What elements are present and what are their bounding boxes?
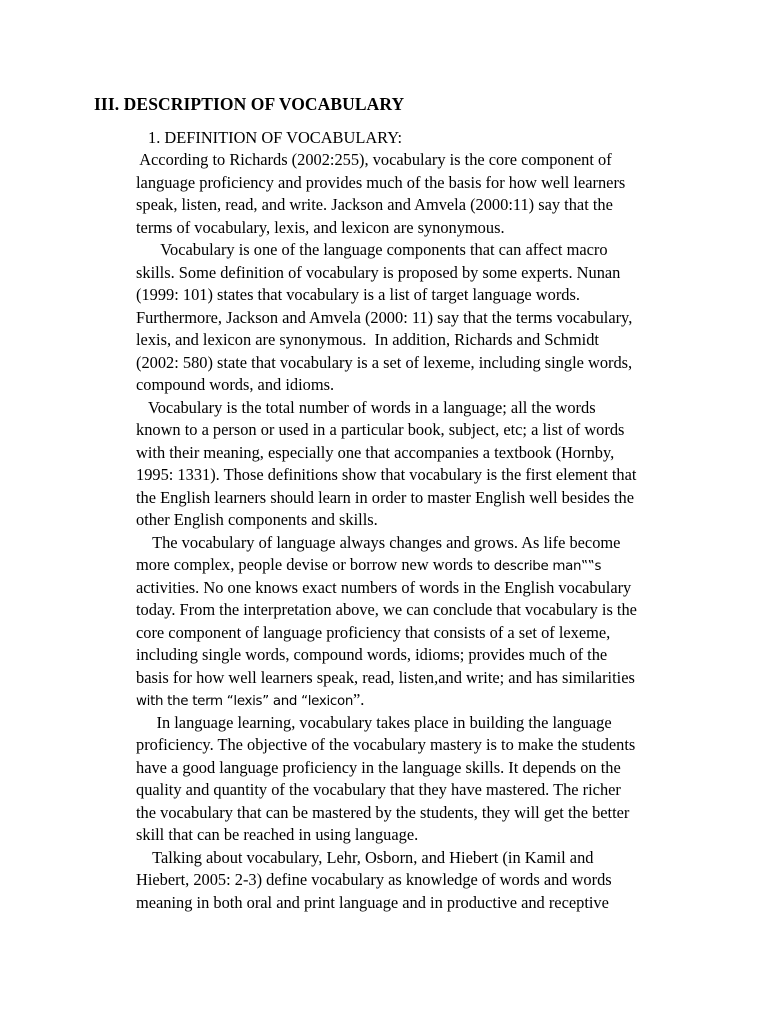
text-line: the English learners should learn in order to master English well besides the	[136, 487, 634, 507]
text-line: proficiency. The objective of the vocabulary mastery is to make the students	[136, 735, 636, 754]
text-line: According to Richards (2002:255), vocabulary is the core component of	[136, 150, 612, 169]
text-line: Furthermore, Jackson and Amvela (2000: 11) say that the terms vocabulary,	[136, 307, 633, 327]
text-line: compound words, and idioms.	[136, 375, 335, 394]
text-line: Vocabulary is one of the language components that can affect macro	[136, 240, 608, 259]
text-line: core component of language proficiency that consists of a set of lexeme,	[136, 622, 611, 642]
text-line: language proficiency and provides much of the basis for how well learners	[136, 172, 626, 192]
section-heading: III. DESCRIPTION OF VOCABULARY	[94, 94, 405, 114]
text-line: In language learning, vocabulary takes place in building the language	[136, 712, 612, 732]
text-line: skills. Some definition of vocabulary is proposed by some experts. Nunan	[136, 262, 621, 282]
text-line: 1995: 1331). Those definitions show that vocabulary is the first element that	[136, 465, 637, 484]
text-line: skill that can be reached in using language.	[136, 825, 419, 844]
text-line: other English components and skills.	[136, 510, 378, 529]
text-line: (2002: 580) state that vocabulary is a set of lexeme, including single words,	[136, 352, 633, 372]
text-line: known to a person or used in a particular book, subject, etc; a list of words	[136, 420, 625, 439]
text-line: Hiebert, 2005: 2-3) define vocabulary as knowledge of words and words	[136, 870, 612, 889]
text-segment: ”.	[353, 690, 365, 709]
text-line: the vocabulary that can be mastered by the students, they will get the better	[136, 802, 630, 822]
text-line	[136, 689, 676, 712]
text-segment-alt-font: to describe man‟‟s	[476, 559, 602, 574]
subsection-heading: 1. DEFINITION OF VOCABULARY:	[148, 128, 403, 147]
text-segment: more complex, people devise or borrow new words	[136, 555, 477, 574]
text-line: Talking about vocabulary, Lehr, Osborn, and Hiebert (in Kamil and	[136, 847, 594, 867]
text-line: activities. No one knows exact numbers of words in the English vocabulary	[136, 577, 632, 597]
text-line: Vocabulary is the total number of words in a language; all the words	[136, 397, 596, 417]
text-line: meaning in both oral and print language and in productive and receptive	[136, 892, 609, 912]
text-line: (1999: 101) states that vocabulary is a list of target language words.	[136, 285, 580, 304]
text-line	[136, 554, 676, 577]
text-line: speak, listen, read, and write. Jackson and Amvela (2000:11) say that the	[136, 195, 613, 214]
text-segment-alt-font: with the term “lexis” and “lexicon	[136, 694, 354, 709]
text-line: have a good language proficiency in the language skills. It depends on the	[136, 757, 621, 777]
text-line: quality and quantity of the vocabulary that they have mastered. The richer	[136, 780, 621, 799]
text-line: with their meaning, especially one that accompanies a textbook (Hornby,	[136, 442, 615, 462]
text-line: terms of vocabulary, lexis, and lexicon are synonymous.	[136, 217, 505, 237]
body-text	[136, 149, 676, 914]
text-line: including single words, compound words, idioms; provides much of the	[136, 645, 608, 664]
text-line: basis for how well learners speak, read, listen,and write; and has similarities	[136, 667, 635, 687]
text-line: lexis, and lexicon are synonymous. In addition, Richards and Schmidt	[136, 330, 599, 349]
text-line: The vocabulary of language always changes and grows. As life become	[136, 532, 621, 552]
text-line: today. From the interpretation above, we can conclude that vocabulary is the	[136, 600, 637, 619]
